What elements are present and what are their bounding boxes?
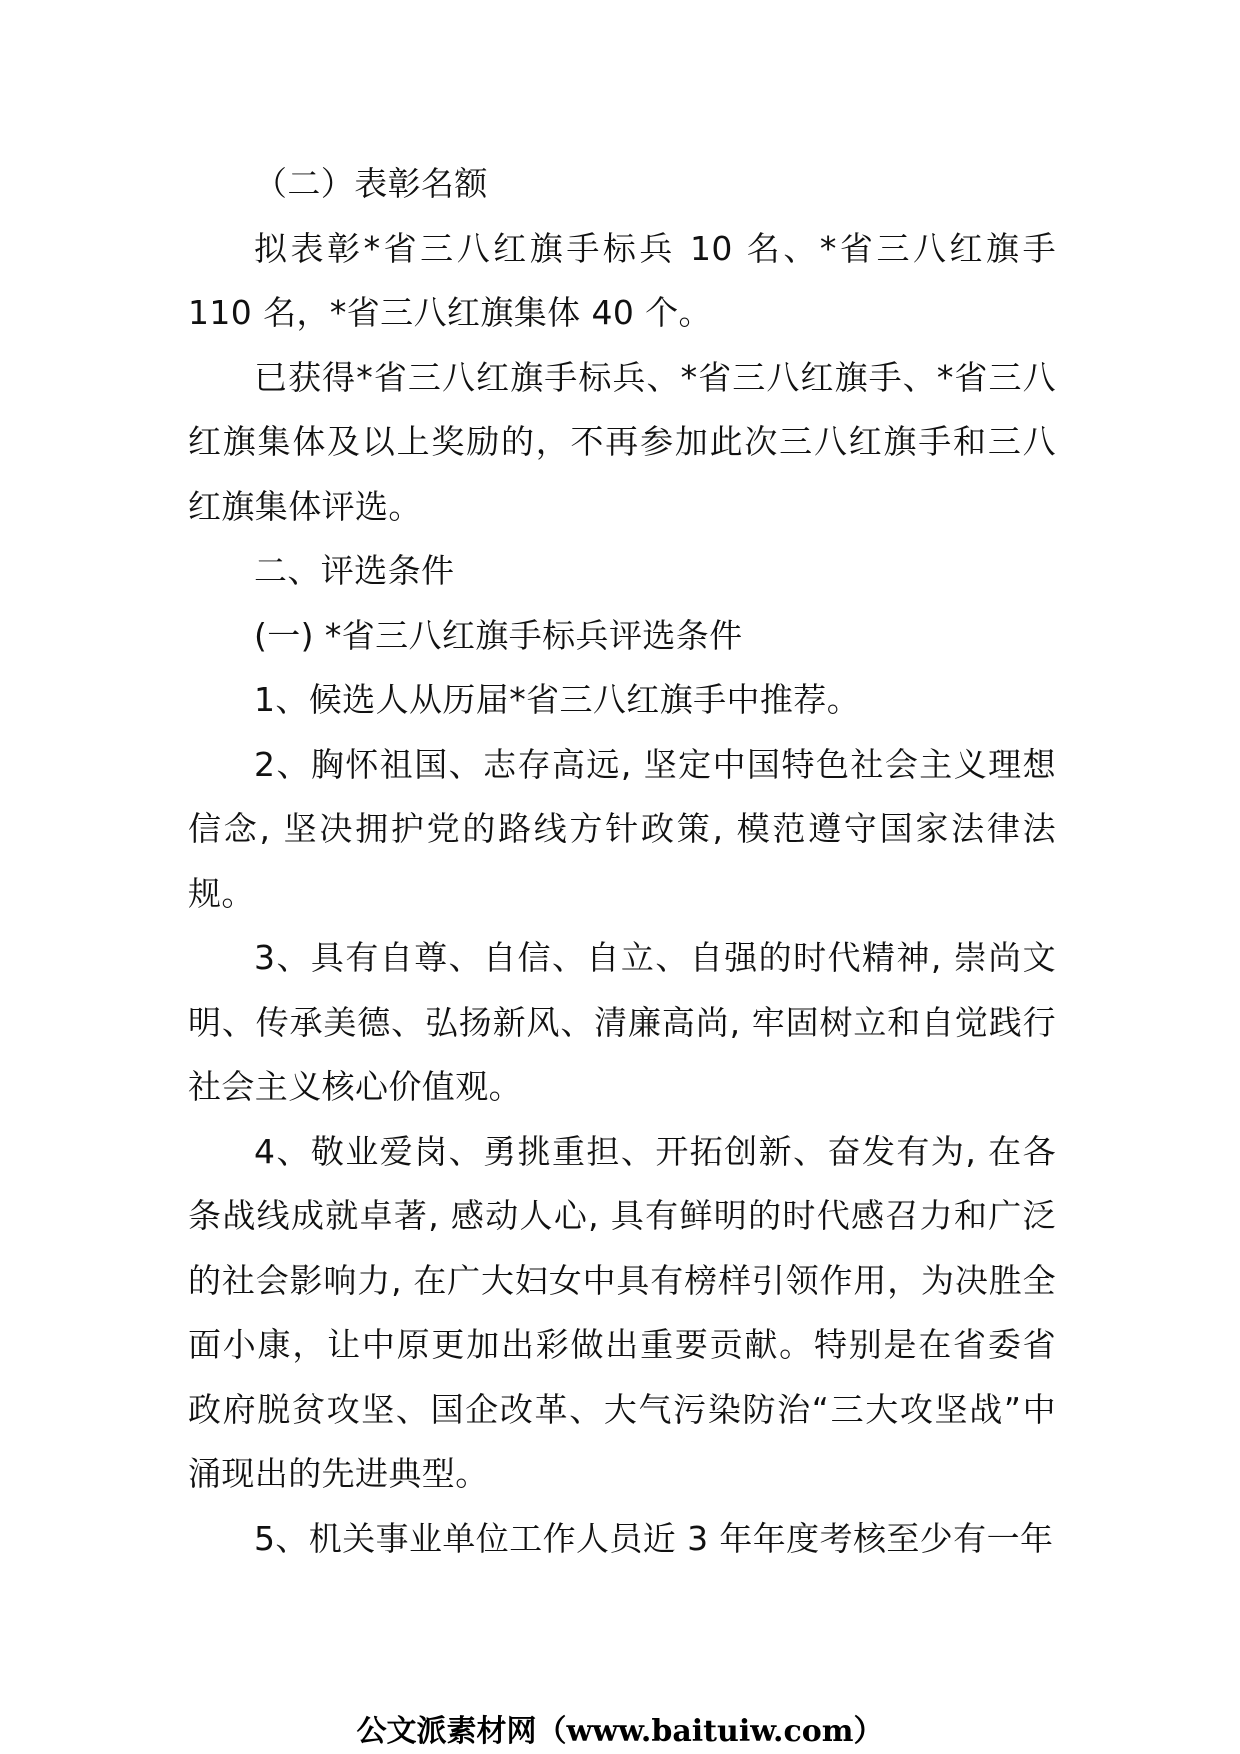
paragraph-quota-detail: 拟表彰*省三八红旗手标兵 10 名、*省三八红旗手 110 名，*省三八红旗集体 40 个。 — [188, 228, 1056, 332]
paragraph-exclusion: 已获得*省三八红旗手标兵、*省三八红旗手、*省三八 红旗集体及以上奖励的，不再参加此次三八红旗手和三八红旗集体评选。 — [188, 357, 1056, 526]
criteria-item-1: 1、候选人从历届*省三八红旗手中推荐。 — [254, 680, 861, 719]
section-heading-quota: （二）表彰名额 — [254, 164, 488, 203]
site-watermark-footer: 公文派素材网（www.baituiw.com） — [356, 1714, 884, 1749]
criteria-item-3: 3、具有自尊、自信、自立、自强的时代精神, 崇尚文明、传承美德、弘扬新风、清廉高尚, 牢固树立和自觉践行社会主义核心价值观。 — [188, 938, 1056, 1106]
criteria-item-4: 4、敬业爱岗、勇挑重担、开拓创新、奋发有为, 在各条战线成就卓著, 感动人心, 具有鲜明的时代感召力和广泛的社会影响力, 在广大妇女中具有榜样引领作用，为决胜全面小康，让中原更加出彩做出重要贡献。特别是在省委省 政府脱贫攻坚、国企改革、大气污染防治“三大攻坚战”中 涌现出的先进典型。 — [188, 1131, 1056, 1493]
criteria-item-5: 5、机关事业单位工作人员近 3 年年度考核至少有一年 — [254, 1518, 1054, 1558]
subsection-heading-model-criteria: (一) *省三八红旗手标兵评选条件 — [254, 615, 743, 655]
criteria-item-2: 2、胸怀祖国、志存高远, 坚定中国特色社会主义理想信念, 坚决拥护党的路线方针政策, 模范遵守国家法律法规。 — [188, 744, 1056, 913]
section-heading-criteria: 二、评选条件 — [254, 551, 455, 590]
document-body — [188, 152, 1056, 1571]
